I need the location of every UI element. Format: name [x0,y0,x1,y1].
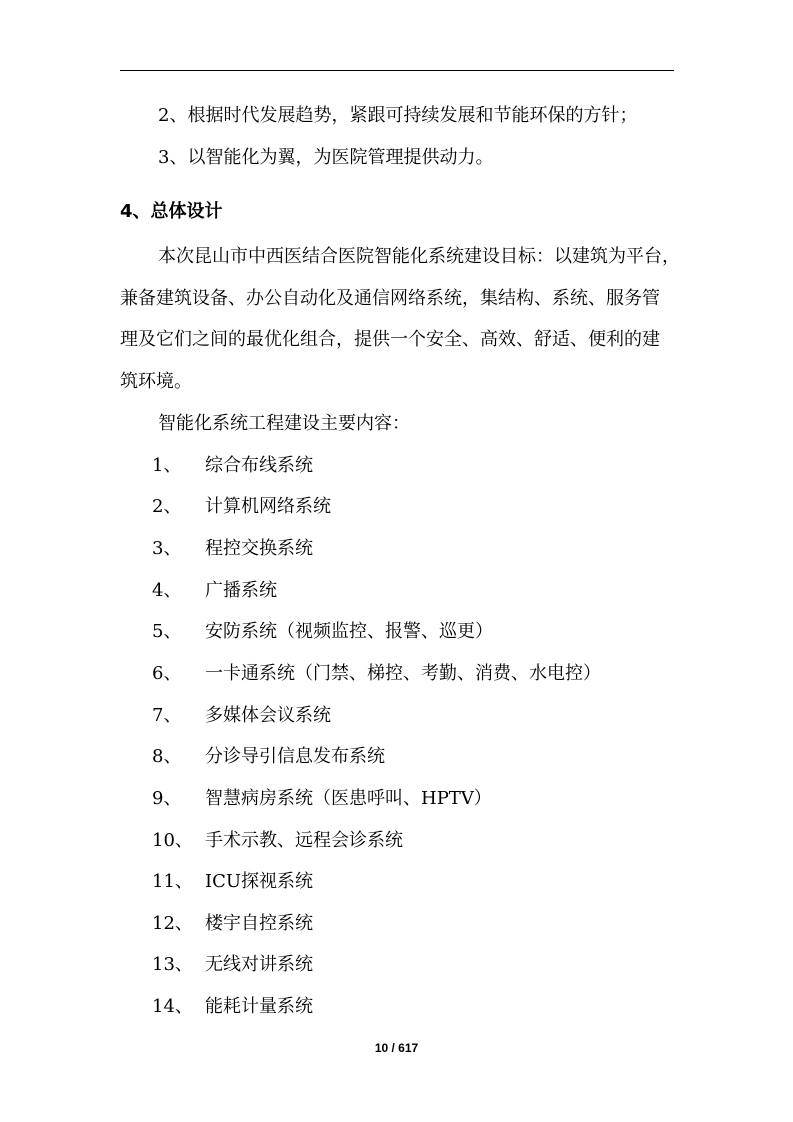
intro-point-3: 3、以智能化为翼，为医院管理提供动力。 [158,147,494,168]
list-item-number: 14、 [152,996,193,1017]
list-item-number: 6、 [152,663,182,684]
list-item-number: 3、 [152,538,182,559]
list-item-number: 12、 [152,913,193,934]
paragraph-line: 理及它们之间的最优化组合，提供一个安全、高效、舒适、便利的建 [120,329,660,350]
list-item-text: 楼宇自控系统 [205,913,313,934]
header-rule [120,70,674,71]
paragraph-line: 筑环境。 [120,371,192,392]
list-item-text: 一卡通系统（门禁、梯控、考勤、消费、水电控） [205,663,601,684]
list-item-number: 5、 [152,621,182,642]
list-item-text: 计算机网络系统 [205,496,331,517]
list-item-number: 8、 [152,746,182,767]
list-item-text: 程控交换系统 [205,538,313,559]
list-item-text: 手术示教、远程会诊系统 [205,830,403,851]
page-number: 10 / 617 [374,1041,419,1055]
list-item-text: 安防系统（视频监控、报警、巡更） [205,621,493,642]
list-item-number: 2、 [152,496,182,517]
list-item-text: 能耗计量系统 [205,996,313,1017]
list-item-number: 11、 [152,871,193,892]
list-item-text: 综合布线系统 [205,455,313,476]
list-item-text: 广播系统 [205,580,277,601]
list-intro: 智能化系统工程建设主要内容： [158,413,410,434]
list-item-number: 1、 [152,455,182,476]
list-item-number: 4、 [152,580,182,601]
list-item-text: 无线对讲系统 [205,954,313,975]
paragraph-line: 本次昆山市中西医结合医院智能化系统建设目标：以建筑为平台， [158,246,680,267]
list-item-number: 9、 [152,788,182,809]
list-item-text: 多媒体会议系统 [205,705,331,726]
list-item-number: 7、 [152,705,182,726]
list-item-number: 13、 [152,954,193,975]
list-item-number: 10、 [152,830,193,851]
list-item-text: 智慧病房系统（医患呼叫、HPTV） [205,788,492,809]
section-heading: 4、总体设计 [120,201,223,222]
intro-point-2: 2、根据时代发展趋势，紧跟可持续发展和节能环保的方针； [158,105,638,126]
list-item-text: 分诊导引信息发布系统 [205,746,385,767]
paragraph-line: 兼备建筑设备、办公自动化及通信网络系统，集结构、系统、服务管 [120,288,660,309]
list-item-text: ICU探视系统 [205,871,314,892]
